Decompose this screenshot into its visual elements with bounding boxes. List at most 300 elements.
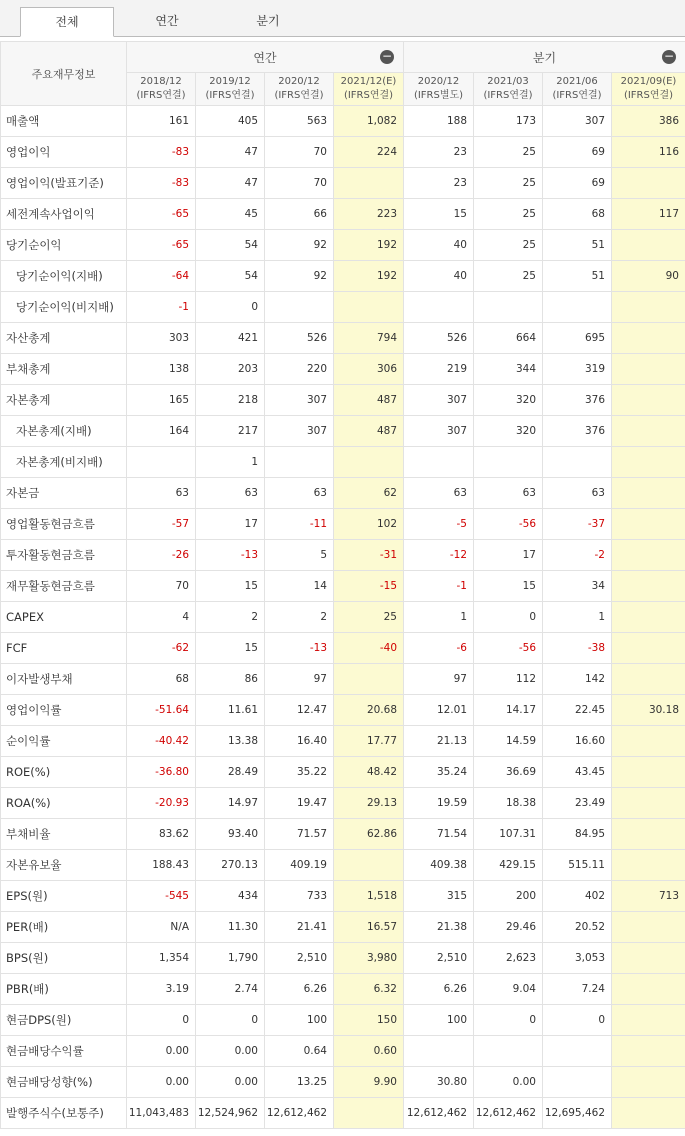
table-cell: 6.26: [265, 974, 334, 1005]
table-cell: 1: [543, 602, 612, 633]
table-cell: 11.30: [196, 912, 265, 943]
row-label: 자본유보율: [1, 850, 127, 881]
table-row: [1, 602, 685, 633]
column-basis: (IFRS연결): [136, 90, 186, 101]
table-cell: 6.32: [334, 974, 404, 1005]
table-cell: 429.15: [474, 850, 543, 881]
table-cell: [612, 1067, 685, 1098]
table-cell: 18.38: [474, 788, 543, 819]
table-cell: [334, 292, 404, 323]
table-row: [1, 168, 685, 199]
table-cell: 220: [265, 354, 334, 385]
table-row: [1, 261, 685, 292]
table-cell: 192: [334, 261, 404, 292]
table-row: [1, 354, 685, 385]
financial-table: [0, 41, 685, 1129]
row-label: BPS(원): [1, 943, 127, 974]
table-cell: 164: [127, 416, 196, 447]
column-header: [543, 73, 612, 106]
row-label: 순이익률: [1, 726, 127, 757]
table-cell: 12,612,462: [404, 1098, 474, 1129]
table-cell: 376: [543, 385, 612, 416]
table-cell: [612, 1036, 685, 1067]
table-cell: 306: [334, 354, 404, 385]
table-cell: 117: [612, 199, 685, 230]
row-label-header: 주요재무정보: [1, 42, 127, 106]
table-cell: 217: [196, 416, 265, 447]
table-cell: -13: [265, 633, 334, 664]
table-cell: [612, 509, 685, 540]
table-cell: 515.11: [543, 850, 612, 881]
table-cell: [612, 912, 685, 943]
table-cell: [334, 1098, 404, 1129]
table-cell: 54: [196, 230, 265, 261]
table-cell: 30.80: [404, 1067, 474, 1098]
table-cell: 25: [474, 199, 543, 230]
column-header: [265, 73, 334, 106]
column-basis: (IFRS연결): [343, 90, 394, 101]
row-label: 당기순이익: [1, 230, 127, 261]
table-cell: -2: [543, 540, 612, 571]
table-cell: 21.38: [404, 912, 474, 943]
table-cell: [612, 602, 685, 633]
table-cell: 21.13: [404, 726, 474, 757]
table-cell: 11,043,483: [127, 1098, 196, 1129]
table-cell: -15: [334, 571, 404, 602]
tab-annual[interactable]: 연간: [155, 14, 179, 28]
table-cell: 320: [474, 385, 543, 416]
table-cell: 0.00: [196, 1067, 265, 1098]
table-cell: [612, 757, 685, 788]
table-cell: 16.60: [543, 726, 612, 757]
table-row: [1, 230, 685, 261]
table-cell: 62.86: [334, 819, 404, 850]
table-row: [1, 788, 685, 819]
table-cell: -5: [404, 509, 474, 540]
table-cell: 0.64: [265, 1036, 334, 1067]
table-cell: 434: [196, 881, 265, 912]
table-cell: [612, 633, 685, 664]
table-cell: 69: [543, 168, 612, 199]
table-cell: 40: [404, 261, 474, 292]
table-cell: 150: [334, 1005, 404, 1036]
table-cell: 14: [265, 571, 334, 602]
column-basis: (IFRS연결): [274, 90, 324, 101]
row-label: 영업활동현금흐름: [1, 509, 127, 540]
column-header: [404, 73, 474, 106]
table-cell: 5: [265, 540, 334, 571]
table-cell: [612, 540, 685, 571]
table-cell: 405: [196, 106, 265, 137]
table-cell: 487: [334, 385, 404, 416]
row-label: 투자활동현금흐름: [1, 540, 127, 571]
table-cell: 100: [404, 1005, 474, 1036]
table-cell: 40: [404, 230, 474, 261]
quarterly-group-header: [404, 42, 685, 73]
table-row: [1, 1067, 685, 1098]
table-cell: 12.01: [404, 695, 474, 726]
table-cell: -40: [334, 633, 404, 664]
table-cell: 344: [474, 354, 543, 385]
row-label: 영업이익: [1, 137, 127, 168]
table-cell: 1: [404, 602, 474, 633]
tab-quarterly[interactable]: 분기: [256, 14, 280, 28]
table-cell: 0: [196, 1005, 265, 1036]
table-cell: 218: [196, 385, 265, 416]
table-cell: -83: [127, 137, 196, 168]
table-cell: 192: [334, 230, 404, 261]
table-cell: -37: [543, 509, 612, 540]
table-cell: 1,518: [334, 881, 404, 912]
table-cell: 526: [404, 323, 474, 354]
table-cell: [612, 1098, 685, 1129]
column-basis: (IFRS연결): [623, 90, 674, 101]
column-period: 2020/12: [417, 76, 460, 87]
table-cell: 0: [543, 1005, 612, 1036]
table-cell: 70: [265, 137, 334, 168]
table-cell: 66: [265, 199, 334, 230]
table-cell: 63: [474, 478, 543, 509]
table-cell: 3,980: [334, 943, 404, 974]
table-cell: 165: [127, 385, 196, 416]
table-row: [1, 757, 685, 788]
column-header: [334, 73, 404, 106]
row-label: CAPEX: [1, 602, 127, 633]
table-cell: 224: [334, 137, 404, 168]
table-cell: [612, 571, 685, 602]
table-cell: 14.97: [196, 788, 265, 819]
table-cell: 20.52: [543, 912, 612, 943]
column-period: 2021/06: [556, 76, 598, 87]
table-cell: [612, 726, 685, 757]
table-row: [1, 633, 685, 664]
table-cell: 54: [196, 261, 265, 292]
table-cell: [265, 447, 334, 478]
row-label: 현금DPS(원): [1, 1005, 127, 1036]
table-cell: [543, 292, 612, 323]
table-cell: [612, 943, 685, 974]
table-cell: 34: [543, 571, 612, 602]
table-cell: 307: [404, 385, 474, 416]
table-row: [1, 509, 685, 540]
table-row: [1, 292, 685, 323]
table-row: [1, 726, 685, 757]
row-label: 부채비율: [1, 819, 127, 850]
row-label: EPS(원): [1, 881, 127, 912]
row-label: 재무활동현금흐름: [1, 571, 127, 602]
column-header: [474, 73, 543, 106]
table-cell: 320: [474, 416, 543, 447]
table-cell: 35.22: [265, 757, 334, 788]
table-cell: 83.62: [127, 819, 196, 850]
table-cell: [612, 230, 685, 261]
table-cell: 29.13: [334, 788, 404, 819]
table-cell: 15: [474, 571, 543, 602]
table-cell: 12,612,462: [474, 1098, 543, 1129]
table-cell: -13: [196, 540, 265, 571]
column-period: 2021/03: [487, 76, 529, 87]
table-cell: 47: [196, 168, 265, 199]
tab-all[interactable]: 전체: [20, 7, 114, 37]
table-cell: 97: [265, 664, 334, 695]
table-cell: N/A: [127, 912, 196, 943]
table-cell: 270.13: [196, 850, 265, 881]
table-cell: 43.45: [543, 757, 612, 788]
table-cell: -56: [474, 509, 543, 540]
table-row: [1, 106, 685, 137]
table-cell: 0: [196, 292, 265, 323]
table-cell: 47: [196, 137, 265, 168]
row-label: 자본금: [1, 478, 127, 509]
table-cell: 713: [612, 881, 685, 912]
table-cell: 30.18: [612, 695, 685, 726]
table-cell: 69: [543, 137, 612, 168]
table-cell: 63: [404, 478, 474, 509]
table-cell: 307: [543, 106, 612, 137]
table-cell: -6: [404, 633, 474, 664]
table-cell: [612, 354, 685, 385]
table-cell: 15: [404, 199, 474, 230]
table-cell: [612, 168, 685, 199]
table-cell: 63: [543, 478, 612, 509]
column-basis: (IFRS연결): [205, 90, 255, 101]
table-cell: 25: [474, 168, 543, 199]
row-label: 당기순이익(비지배): [1, 292, 127, 323]
column-header: [196, 73, 265, 106]
table-cell: 9.04: [474, 974, 543, 1005]
row-label: 발행주식수(보통주): [1, 1098, 127, 1129]
table-cell: 93.40: [196, 819, 265, 850]
table-row: [1, 137, 685, 168]
table-cell: [612, 447, 685, 478]
row-label: 현금배당수익률: [1, 1036, 127, 1067]
table-cell: -31: [334, 540, 404, 571]
table-cell: 223: [334, 199, 404, 230]
table-cell: 19.59: [404, 788, 474, 819]
column-period: 2019/12: [209, 76, 251, 87]
table-cell: 17: [196, 509, 265, 540]
column-basis: (IFRS연결): [483, 90, 533, 101]
table-row: [1, 912, 685, 943]
table-cell: 71.57: [265, 819, 334, 850]
column-basis: (IFRS연결): [552, 90, 602, 101]
table-cell: 409.19: [265, 850, 334, 881]
table-cell: -83: [127, 168, 196, 199]
table-cell: 0.00: [196, 1036, 265, 1067]
table-cell: [612, 385, 685, 416]
table-cell: 2.74: [196, 974, 265, 1005]
table-cell: 3,053: [543, 943, 612, 974]
table-cell: 376: [543, 416, 612, 447]
table-row: [1, 199, 685, 230]
table-cell: 25: [474, 137, 543, 168]
table-cell: 12,612,462: [265, 1098, 334, 1129]
table-cell: [334, 447, 404, 478]
table-cell: 307: [265, 385, 334, 416]
table-cell: 63: [265, 478, 334, 509]
row-label: 세전계속사업이익: [1, 199, 127, 230]
table-cell: 35.24: [404, 757, 474, 788]
table-cell: -36.80: [127, 757, 196, 788]
column-basis: (IFRS별도): [413, 90, 464, 101]
table-cell: 0.00: [474, 1067, 543, 1098]
table-cell: [265, 292, 334, 323]
table-cell: 526: [265, 323, 334, 354]
table-cell: 97: [404, 664, 474, 695]
table-cell: -65: [127, 199, 196, 230]
table-cell: -1: [404, 571, 474, 602]
row-label: ROA(%): [1, 788, 127, 819]
table-cell: [612, 478, 685, 509]
table-cell: 102: [334, 509, 404, 540]
table-cell: 173: [474, 106, 543, 137]
table-cell: 161: [127, 106, 196, 137]
table-cell: 29.46: [474, 912, 543, 943]
table-cell: 142: [543, 664, 612, 695]
table-cell: 116: [612, 137, 685, 168]
table-cell: 0: [474, 602, 543, 633]
row-label: 자본총계(지배): [1, 416, 127, 447]
table-cell: 2,510: [265, 943, 334, 974]
table-cell: 421: [196, 323, 265, 354]
table-cell: 219: [404, 354, 474, 385]
table-cell: 51: [543, 261, 612, 292]
table-cell: 62: [334, 478, 404, 509]
table-cell: -20.93: [127, 788, 196, 819]
table-row: [1, 385, 685, 416]
table-cell: [612, 850, 685, 881]
column-header: [612, 73, 685, 106]
table-cell: 2,510: [404, 943, 474, 974]
table-cell: 0: [474, 1005, 543, 1036]
table-cell: [404, 1036, 474, 1067]
table-cell: 2,623: [474, 943, 543, 974]
table-cell: 319: [543, 354, 612, 385]
collapse-quarterly-icon[interactable]: −: [663, 49, 675, 63]
table-cell: 12,524,962: [196, 1098, 265, 1129]
quarterly-group-label: 분기: [532, 50, 557, 65]
table-cell: 19.47: [265, 788, 334, 819]
table-cell: 112: [474, 664, 543, 695]
row-label: 이자발생부채: [1, 664, 127, 695]
table-cell: -40.42: [127, 726, 196, 757]
table-cell: 25: [334, 602, 404, 633]
table-cell: 0.60: [334, 1036, 404, 1067]
table-cell: -64: [127, 261, 196, 292]
table-cell: 1,790: [196, 943, 265, 974]
table-row: [1, 1036, 685, 1067]
table-cell: -12: [404, 540, 474, 571]
table-cell: [612, 788, 685, 819]
table-cell: 63: [127, 478, 196, 509]
table-cell: 17: [474, 540, 543, 571]
table-cell: 68: [127, 664, 196, 695]
table-row: [1, 540, 685, 571]
table-cell: [543, 447, 612, 478]
table-cell: -38: [543, 633, 612, 664]
table-cell: 70: [127, 571, 196, 602]
table-cell: 4: [127, 602, 196, 633]
row-label: ROE(%): [1, 757, 127, 788]
table-cell: -51.64: [127, 695, 196, 726]
column-period: 2021/12(E): [340, 76, 397, 87]
table-cell: 22.45: [543, 695, 612, 726]
table-cell: 14.59: [474, 726, 543, 757]
table-cell: 16.40: [265, 726, 334, 757]
table-cell: [334, 168, 404, 199]
table-row: [1, 478, 685, 509]
row-label: 부채총계: [1, 354, 127, 385]
row-label: PER(배): [1, 912, 127, 943]
annual-group-label: 연간: [253, 50, 277, 65]
column-period: 2018/12: [140, 76, 182, 87]
table-row: [1, 664, 685, 695]
row-label: 현금배당성향(%): [1, 1067, 127, 1098]
row-label: 영업이익(발표기준): [1, 168, 127, 199]
table-cell: 13.38: [196, 726, 265, 757]
tab-bar: [0, 0, 685, 37]
table-cell: 188: [404, 106, 474, 137]
table-cell: [404, 447, 474, 478]
table-cell: [612, 1005, 685, 1036]
table-cell: [334, 850, 404, 881]
table-cell: [612, 416, 685, 447]
table-cell: 15: [196, 633, 265, 664]
row-label: 자본총계: [1, 385, 127, 416]
table-row: [1, 850, 685, 881]
table-row: [1, 571, 685, 602]
table-body: [1, 106, 685, 1129]
table-row: [1, 881, 685, 912]
table-cell: [404, 292, 474, 323]
table-cell: 402: [543, 881, 612, 912]
table-row: [1, 695, 685, 726]
table-cell: 15: [196, 571, 265, 602]
table-cell: 86: [196, 664, 265, 695]
table-row: [1, 1098, 685, 1129]
table-cell: 386: [612, 106, 685, 137]
table-cell: 92: [265, 261, 334, 292]
table-cell: 20.68: [334, 695, 404, 726]
table-cell: -545: [127, 881, 196, 912]
table-cell: [612, 664, 685, 695]
table-cell: [543, 1036, 612, 1067]
table-cell: 664: [474, 323, 543, 354]
collapse-annual-icon[interactable]: −: [381, 49, 393, 63]
table-cell: [127, 447, 196, 478]
table-cell: 0: [127, 1005, 196, 1036]
table-cell: 84.95: [543, 819, 612, 850]
table-cell: -1: [127, 292, 196, 323]
table-cell: 203: [196, 354, 265, 385]
row-label: 당기순이익(지배): [1, 261, 127, 292]
table-cell: 188.43: [127, 850, 196, 881]
table-cell: 51: [543, 230, 612, 261]
table-cell: 307: [404, 416, 474, 447]
column-period: 2020/12: [278, 76, 320, 87]
table-cell: 1,354: [127, 943, 196, 974]
row-label: 자산총계: [1, 323, 127, 354]
table-cell: 1: [196, 447, 265, 478]
table-cell: 14.17: [474, 695, 543, 726]
table-row: [1, 819, 685, 850]
table-cell: 90: [612, 261, 685, 292]
table-cell: [612, 819, 685, 850]
table-cell: 7.24: [543, 974, 612, 1005]
row-label: 매출액: [1, 106, 127, 137]
row-label: FCF: [1, 633, 127, 664]
annual-group-header: [127, 42, 404, 73]
